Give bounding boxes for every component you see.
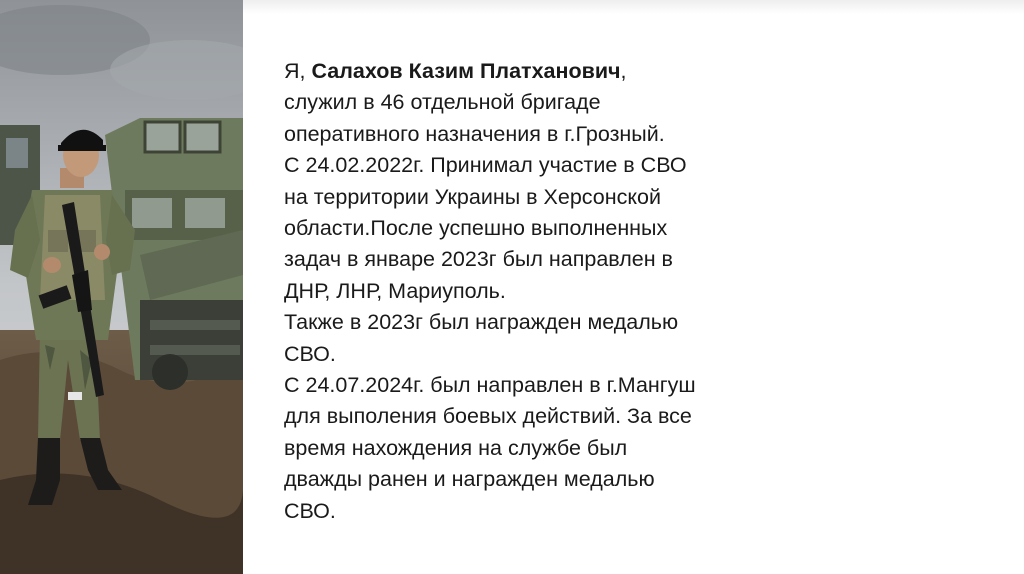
- text-line: СВО.: [284, 341, 336, 366]
- text-line: Также в 2023г был награжден медалью: [284, 310, 679, 335]
- text-line: С 24.07.2024г. был направлен в г.Мангуш: [284, 373, 696, 398]
- text-line: ДНР, ЛНР, Мариуполь.: [284, 278, 506, 303]
- intro-line: [284, 56, 804, 87]
- slide-top-shadow: [240, 0, 1024, 14]
- text-line: задач в январе 2023г был направлен в: [284, 247, 673, 272]
- intro-suffix: ,: [620, 59, 627, 83]
- text-line: С 24.02.2022г. Принимал участие в СВО: [284, 153, 687, 178]
- text-line: оперативного назначения в г.Грозный.: [284, 121, 665, 146]
- person-name: Салахов Казим Платханович: [311, 59, 621, 83]
- text-line: области.После успешно выполненных: [284, 216, 668, 241]
- text-line: дважды ранен и награжден медалью: [284, 467, 655, 492]
- biography-text: [284, 56, 804, 527]
- text-line: время нахождения на службе был: [284, 435, 628, 460]
- soldier-photo: [0, 0, 243, 574]
- text-line: служил в 46 отдельной бригаде: [284, 90, 601, 115]
- intro-prefix: Я,: [284, 59, 312, 83]
- text-line: для выполения боевых действий. За все: [284, 404, 692, 429]
- text-line: на территории Украины в Херсонской: [284, 184, 661, 209]
- text-line: СВО.: [284, 498, 336, 523]
